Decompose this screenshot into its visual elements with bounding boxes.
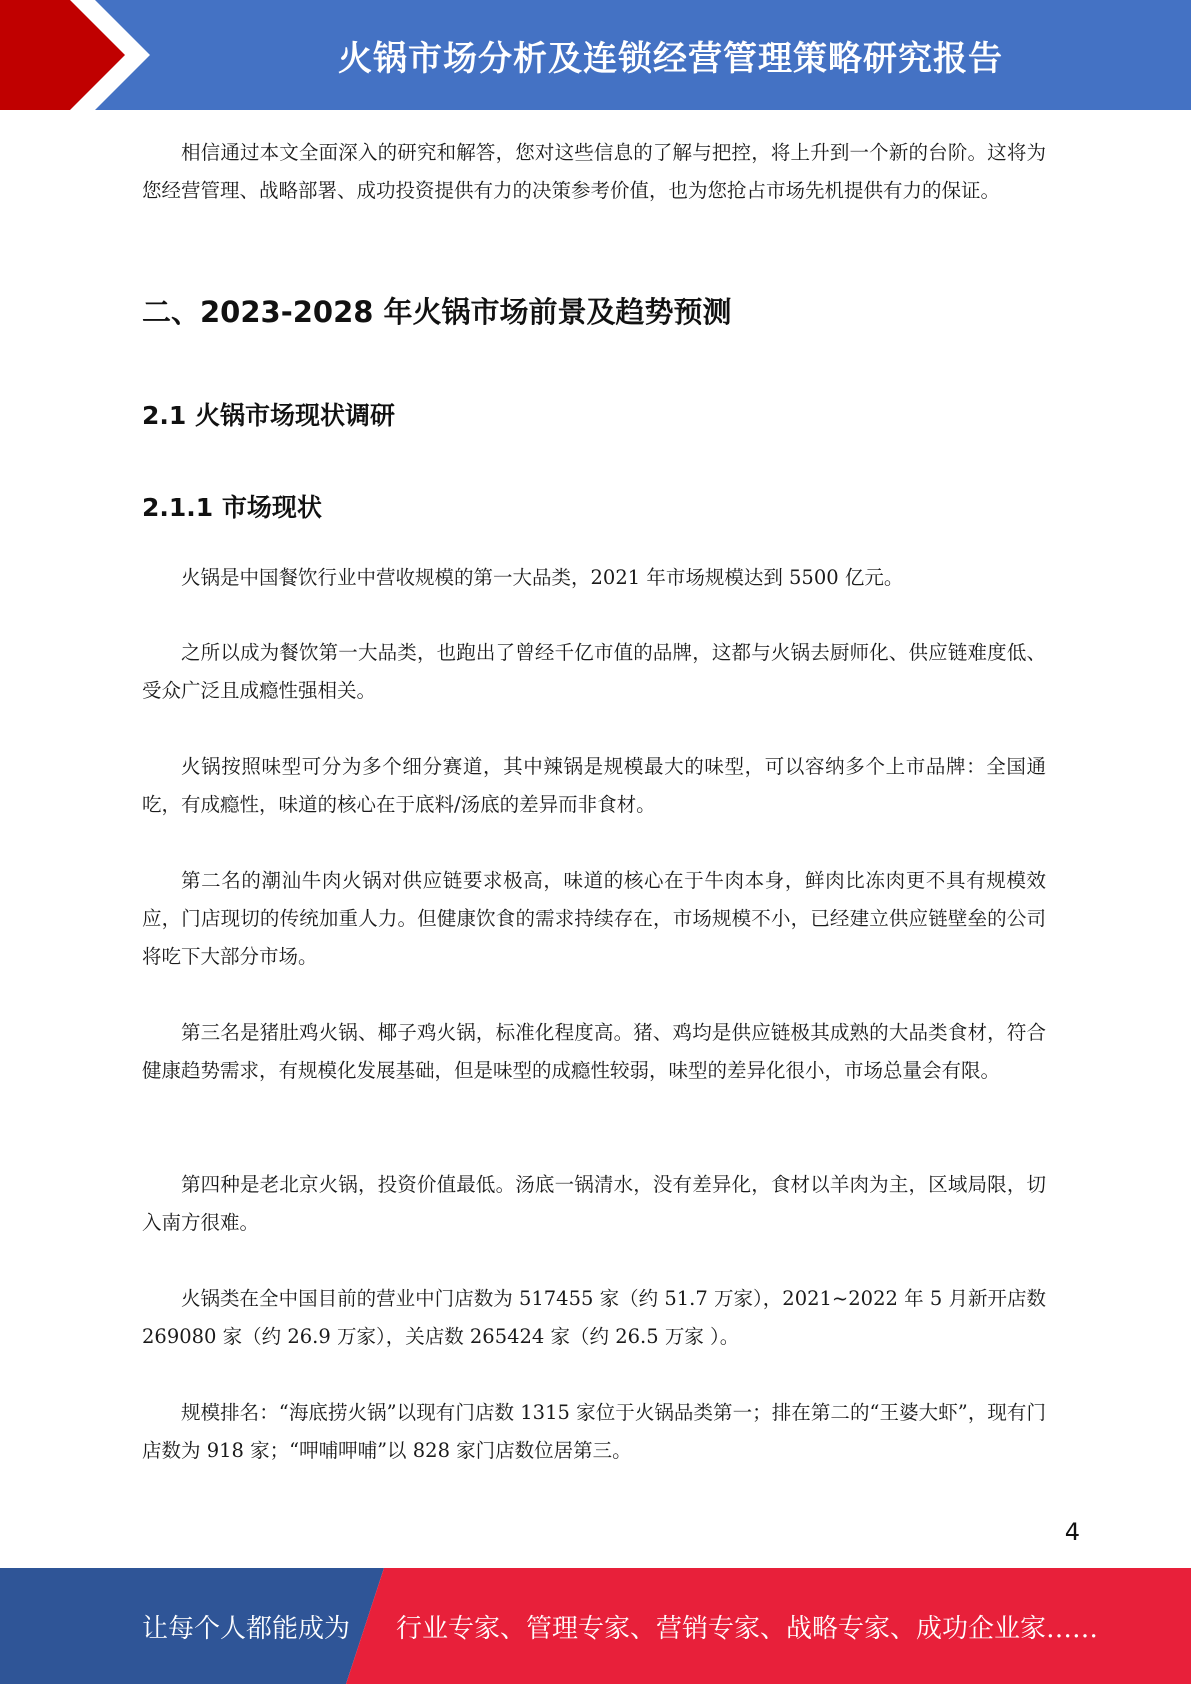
paragraph-market-size: 火锅是中国餐饮行业中营收规模的第一大品类，2021 年市场规模达到 5500 亿元。	[181, 566, 904, 589]
intro-paragraph: 相信通过本文全面深入的研究和解答，您对这些信息的了解与把控，将上升到一个新的台阶。这将为您经营管理、战略部署、成功投资提供有力的决策参考价值，也为您抢占市场先机提供有力的保证。	[142, 141, 1046, 202]
paragraph-old-beijing: 第四种是老北京火锅，投资价值最低。汤底一锅清水，没有差异化，食材以羊肉为主，区域局限，切入南方很难。	[142, 1173, 1046, 1234]
paragraph-ranking: 规模排名：“海底捞火锅”以现有门店数 1315 家位于火锅品类第一；排在第二的“王婆大虾”，现有门店数为 918 家；“呷哺呷哺”以 828 家门店数位居第三。	[142, 1401, 1046, 1462]
paragraph-largest-category: 之所以成为餐饮第一大品类，也跑出了曾经千亿市值的品牌，这都与火锅去厨师化、供应链难度低、受众广泛且成瘾性强相关。	[142, 641, 1046, 702]
page-header	[0, 0, 1191, 110]
page-footer	[0, 1568, 1191, 1684]
report-title: 火锅市场分析及连锁经营管理策略研究报告	[338, 38, 1003, 79]
paragraph-chaoshan-beef: 第二名的潮汕牛肉火锅对供应链要求极高，味道的核心在于牛肉本身，鲜肉比冻肉更不具有规模效应，门店现切的传统加重人力。但健康饮食的需求持续存在，市场规模不小，已经建立供应链壁垒的公司将吃下大部分市场。	[142, 869, 1046, 968]
footer-slogan-right: 行业专家、管理专家、营销专家、战略专家、成功企业家……	[396, 1613, 1099, 1644]
footer-slogan-left: 让每个人都能成为	[142, 1613, 351, 1644]
paragraph-store-counts: 火锅类在全中国目前的营业中门店数为 517455 家（约 51.7 万家），2021~2022 年 5 月新开店数 269080 家（约 26.9 万家），关店数 265424 家（约 26.5 万家 ）。	[142, 1287, 1046, 1348]
subsection-heading: 2.1 火锅市场现状调研	[142, 401, 395, 430]
paragraph-pork-chicken: 第三名是猪肚鸡火锅、椰子鸡火锅，标准化程度高。猪、鸡均是供应链极其成熟的大品类食材，符合健康趋势需求，有规模化发展基础，但是味型的成瘾性较弱，味型的差异化很小，市场总量会有限。	[142, 1021, 1046, 1082]
paragraph-spicy-hotpot: 火锅按照味型可分为多个细分赛道，其中辣锅是规模最大的味型，可以容纳多个上市品牌：全国通吃，有成瘾性，味道的核心在于底料/汤底的差异而非食材。	[142, 755, 1046, 816]
subsubsection-heading: 2.1.1 市场现状	[142, 493, 322, 522]
page-number: 4	[1064, 1518, 1080, 1546]
section-heading: 二、2023-2028 年火锅市场前景及趋势预测	[142, 295, 732, 329]
